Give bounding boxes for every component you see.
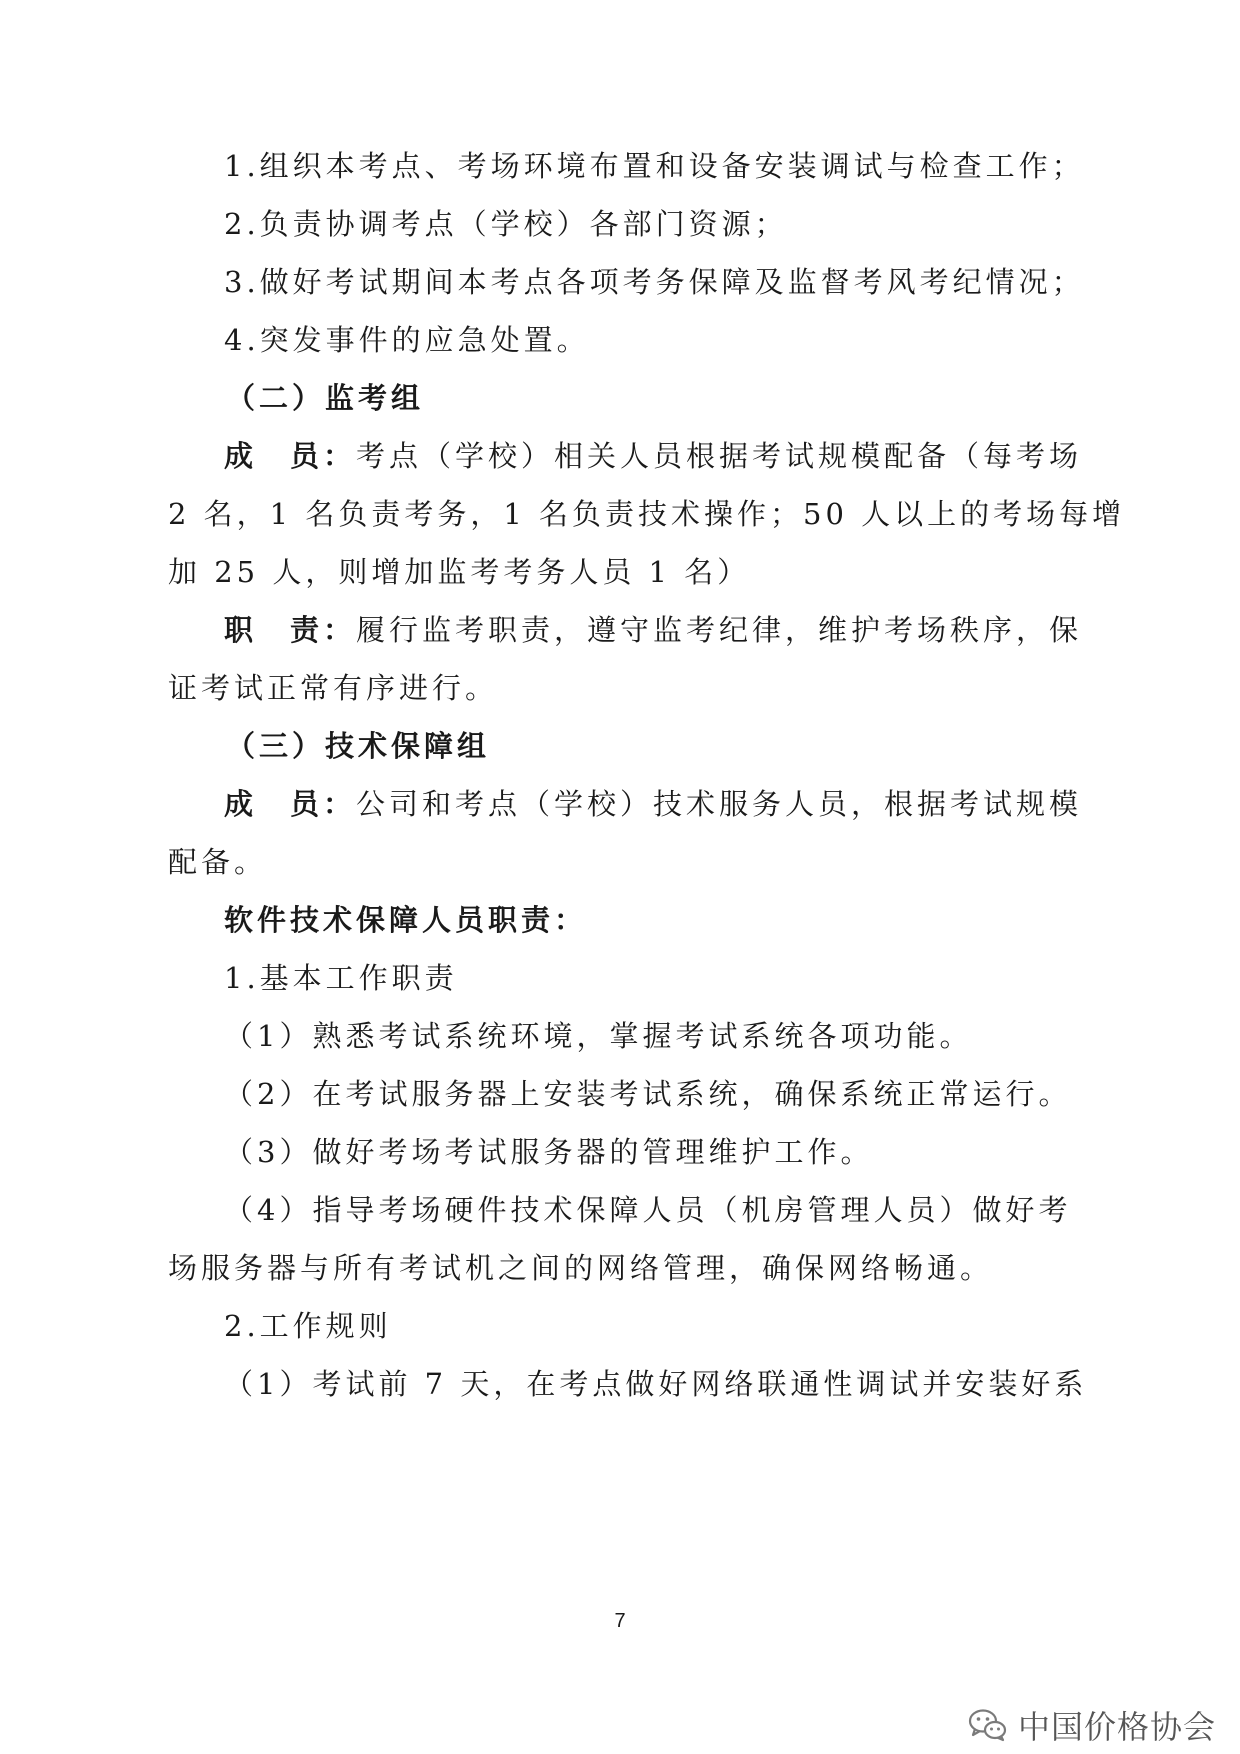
watermark-text: 中国价格协会: [1018, 1708, 1217, 1746]
list-item: （2）在考试服务器上安装考试系统，确保系统正常运行。: [224, 1077, 1072, 1111]
list-item: （3）做好考场考试服务器的管理维护工作。: [224, 1135, 874, 1169]
list-item: 4.突发事件的应急处置。: [224, 323, 590, 357]
list-item: 场服务器与所有考试机之间的网络管理，确保网络畅通。: [168, 1251, 994, 1285]
field-label: 成 员：: [224, 439, 357, 473]
list-item: （1）熟悉考试系统环境，掌握考试系统各项功能。: [224, 1019, 973, 1053]
section-heading: （二）监考组: [226, 381, 425, 415]
field-label: 职 责：: [224, 613, 357, 647]
paragraph-line: 成 员：公司和考点（学校）技术服务人员，根据考试规模: [224, 787, 1083, 821]
subsection-heading: 软件技术保障人员职责：: [224, 903, 588, 937]
paragraph-line: 证考试正常有序进行。: [168, 671, 499, 705]
list-item: （1）考试前 7 天，在考点做好网络联通性调试并安装好系: [224, 1367, 1088, 1401]
field-label: 成 员：: [224, 787, 357, 821]
paragraph-line: 成 员：考点（学校）相关人员根据考试规模配备（每考场: [224, 439, 1083, 473]
list-item: 1.组织本考点、考场环境布置和设备安装调试与检查工作；: [224, 149, 1085, 183]
paragraph-line: 职 责：履行监考职责，遵守监考纪律，维护考场秩序，保: [224, 613, 1083, 647]
wechat-icon: [968, 1708, 1008, 1742]
list-item: 2.负责协调考点（学校）各部门资源；: [224, 207, 788, 241]
paragraph-line: 配备。: [168, 845, 268, 879]
paragraph-line: 加 25 人，则增加监考考务人员 1 名）: [168, 555, 751, 589]
list-item: 2.工作规则: [224, 1309, 392, 1343]
page-number: 7: [614, 1610, 626, 1632]
paragraph-line: 2 名，1 名负责考务，1 名负责技术操作；50 人以上的考场每增: [168, 497, 1126, 531]
list-item: 3.做好考试期间本考点各项考务保障及监督考风考纪情况；: [224, 265, 1085, 299]
watermark: [968, 1702, 1216, 1748]
list-item: （4）指导考场硬件技术保障人员（机房管理人员）做好考: [224, 1193, 1072, 1227]
section-heading: （三）技术保障组: [226, 729, 491, 763]
list-item: 1.基本工作职责: [224, 961, 458, 995]
